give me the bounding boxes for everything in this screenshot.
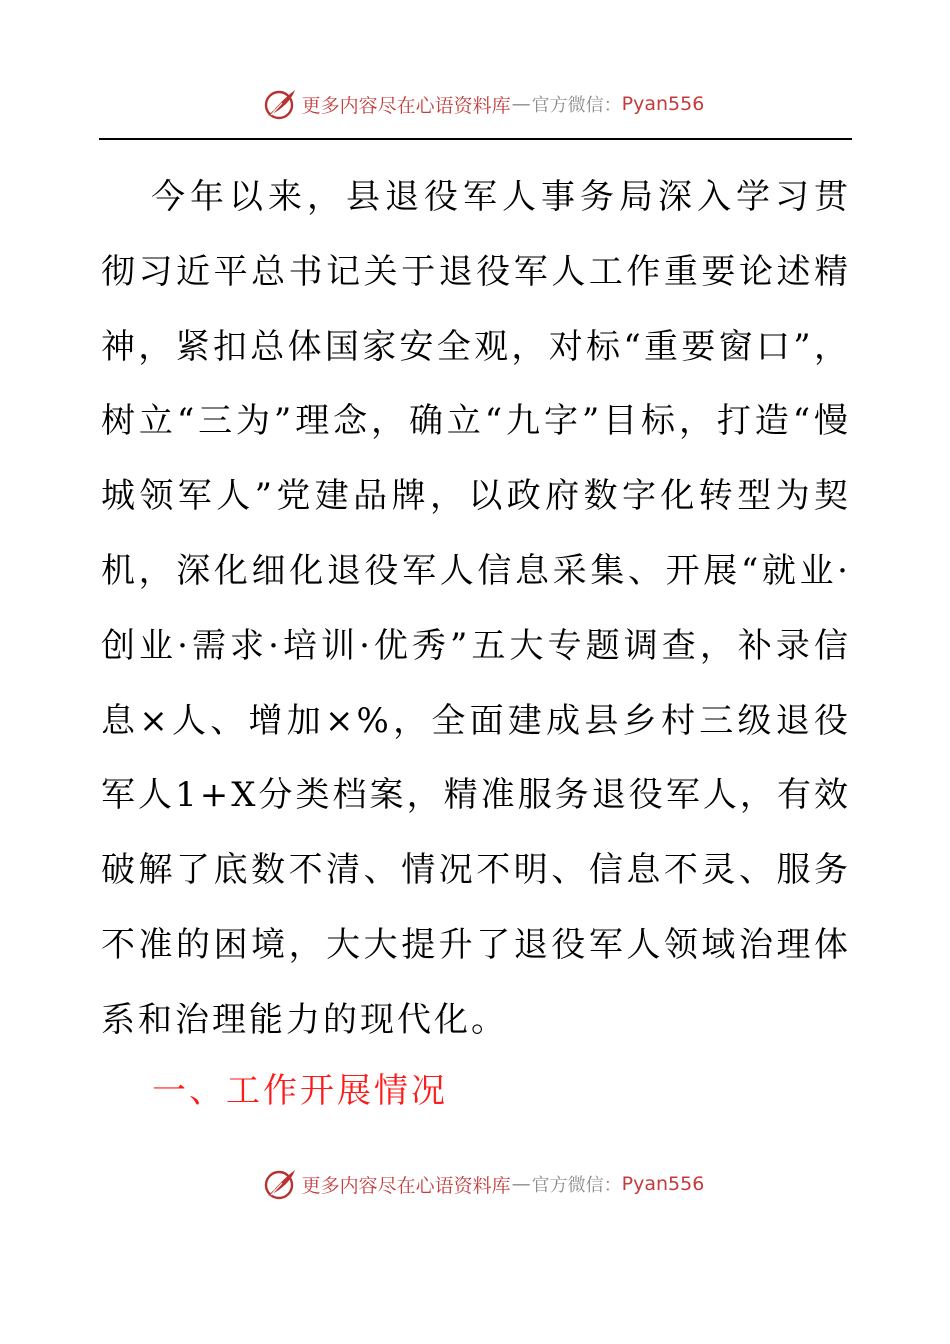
quill-pen-logo-icon xyxy=(262,86,298,122)
quill-pen-logo-icon xyxy=(262,1166,298,1202)
footer-banner xyxy=(0,1164,950,1204)
footer-banner-contact-label: 官方微信： xyxy=(531,1175,622,1196)
footer-banner-content xyxy=(262,1166,705,1202)
footer-banner-dash: — xyxy=(511,1173,531,1195)
footer-banner-contact-id: Pyan556 xyxy=(621,1173,705,1195)
header-banner-site-text: 更多内容尽在心语资料库 xyxy=(301,94,511,117)
header-banner-contact-id: Pyan556 xyxy=(621,93,705,115)
header-banner xyxy=(0,84,950,124)
footer-banner-site-text: 更多内容尽在心语资料库 xyxy=(301,1174,511,1197)
section-heading: 一、工作开展情况 xyxy=(152,1071,448,1111)
header-banner-contact-label: 官方微信： xyxy=(531,95,622,116)
header-banner-dash: — xyxy=(511,93,531,115)
header-divider xyxy=(99,138,852,140)
intro-paragraph: 今年以来，县退役军人事务局深入学习贯彻习近平总书记关于退役军人工作重要论述精神，紧扣总体国家安全观，对标“重要窗口”，树立“三为”理念，确立“九字”目标，打造“慢城领军人”党建品牌，以政府数字化转型为契机，深化细化退役军人信息采集、开展“就业·创业·需求·培训·优秀”五大专题调查，补录信息×人、增加×%，全面建成县乡村三级退役军人1+X分类档案，精准服务退役军人，有效破解了底数不清、情况不明、信息不灵、服务不准的困境，大大提升了退役军人领域治理体系和治理能力的现代化。 xyxy=(101,177,851,1040)
header-banner-content xyxy=(262,86,705,122)
